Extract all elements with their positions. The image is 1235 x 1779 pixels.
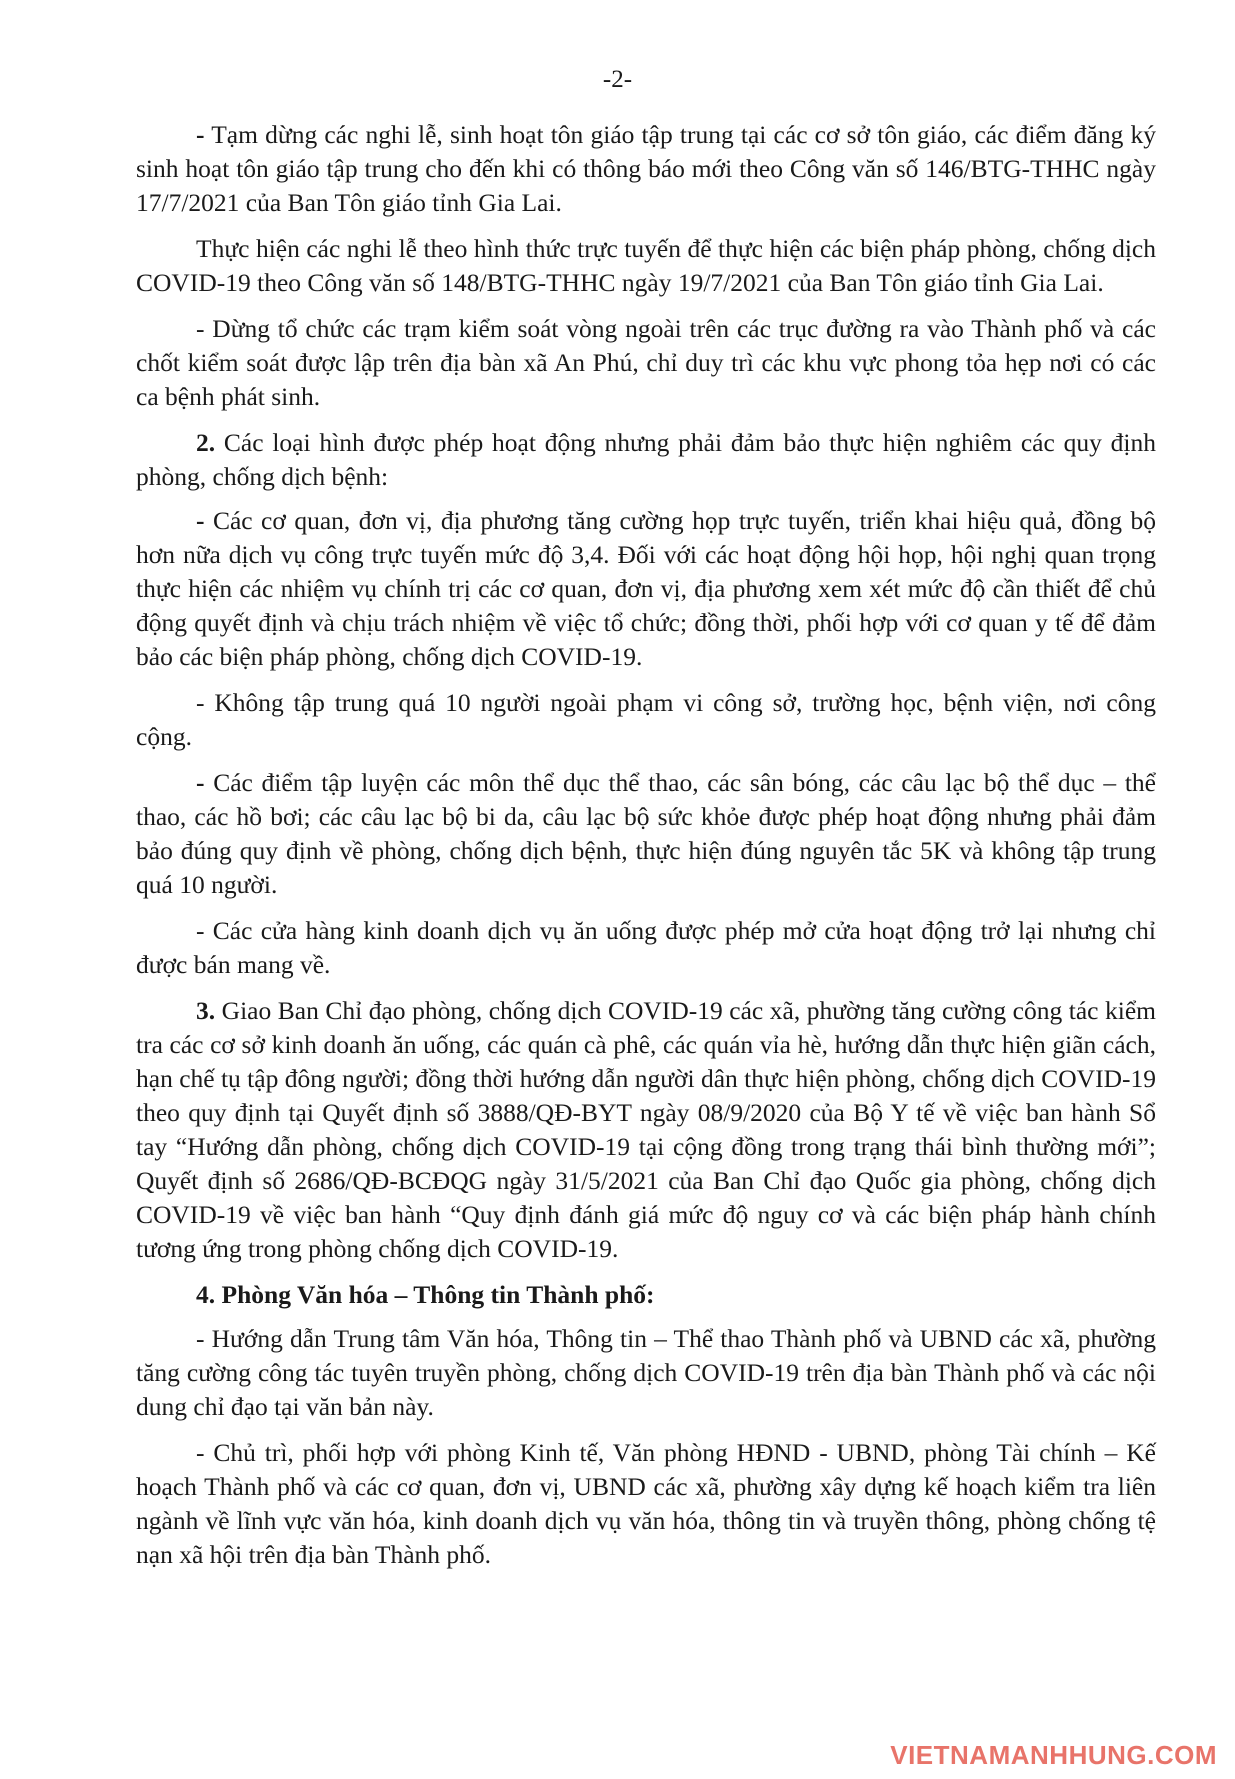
paragraph-text: Các điểm tập luyện các môn thể dục thể thao, các sân bóng, các câu lạc bộ thể dục – thể thao, các hồ bơi; các câu lạc bộ bi da, câu lạc bộ sức khỏe được phép hoạt động nhưng phải đảm bảo đúng quy định về phòng, chống dịch bệnh, thực hiện đúng nguyên tắc 5K và không tập trung quá 10 người.	[136, 768, 1156, 899]
paragraph-sports-venues	[136, 766, 1156, 902]
watermark-text: VIETNAMANHHUNG.COM	[890, 1740, 1217, 1770]
section-2-intro	[136, 426, 1156, 494]
paragraph-text: Tạm dừng các nghi lễ, sinh hoạt tôn giáo tập trung tại các cơ sở tôn giáo, các điểm đăng ký sinh hoạt tôn giáo tập trung cho đến khi có thông báo mới theo Công văn số 146/BTG-THHC ngày 17/7/2021 của Ban Tôn giáo tỉnh Gia Lai.	[136, 120, 1156, 217]
paragraph-gathering-limit: - Không tập trung quá 10 người ngoài phạm vi công sở, trường học, bệnh viện, nơi công cộng.	[136, 688, 1156, 751]
paragraph-suspend-religious-activities	[136, 118, 1156, 220]
paragraph-stop-checkpoints: - Dừng tổ chức các trạm kiểm soát vòng ngoài trên các trục đường ra vào Thành phố và các chốt kiểm soát được lập trên địa bàn xã An Phú, chỉ duy trì các khu vực phong tỏa hẹp nơi có các ca bệnh phát sinh.	[136, 314, 1156, 411]
paragraph-interdepartment-inspection: - Chủ trì, phối hợp với phòng Kinh tế, Văn phòng HĐND - UBND, phòng Tài chính – Kế hoạch Thành phố và các cơ quan, đơn vị, UBND các xã, phường xây dựng kế hoạch kiểm tra liên ngành về lĩnh vực văn hóa, kinh doanh dịch vụ văn hóa, thông tin và truyền thông, phòng chống tệ nạn xã hội trên địa bàn Thành phố.	[136, 1438, 1156, 1569]
paragraph-online-meetings	[136, 504, 1156, 674]
bullet-dash: -	[196, 120, 205, 149]
paragraph-text: Giao Ban Chỉ đạo phòng, chống dịch COVID-19 các xã, phường tăng cường công tác kiểm tra các cơ sở kinh doanh ăn uống, các quán cà phê, các quán vỉa hè, hướng dẫn thực hiện giãn cách, hạn chế tụ tập đông người; đồng thời hướng dẫn người dân thực hiện phòng, chống dịch COVID-19 theo quy định tại Quyết định số 3888/QĐ-BYT ngày 08/9/2020 của Bộ Y tế về việc ban hành Sổ tay “Hướng dẫn phòng, chống dịch COVID-19 tại cộng đồng trong trạng thái bình thường mới”; Quyết định số 2686/QĐ-BCĐQG ngày 31/5/2021 của Ban Chỉ đạo Quốc gia phòng, chống dịch COVID-19 về việc ban hành “Quy định đánh giá mức độ nguy cơ và các biện pháp hành chính tương ứng trong phòng chống dịch COVID-19.	[136, 996, 1156, 1263]
section-number: 2.	[196, 428, 216, 457]
document-body	[136, 118, 1156, 1584]
bullet-dash: -	[196, 768, 205, 797]
bullet-dash: -	[196, 506, 205, 535]
paragraph-online-ceremonies: Thực hiện các nghi lễ theo hình thức trực tuyến để thực hiện các biện pháp phòng, chống dịch COVID-19 theo Công văn số 148/BTG-THHC ngày 19/7/2021 của Ban Tôn giáo tỉnh Gia Lai.	[136, 234, 1156, 297]
section-4-heading: 4. Phòng Văn hóa – Thông tin Thành phố:	[196, 1280, 655, 1309]
paragraph-culture-center-guidance: - Hướng dẫn Trung tâm Văn hóa, Thông tin – Thể thao Thành phố và UBND các xã, phường tăng cường công tác tuyên truyền phòng, chống dịch COVID-19 trên địa bàn Thành phố và các nội dung chỉ đạo tại văn bản này.	[136, 1324, 1156, 1421]
section-3-inspection	[136, 994, 1156, 1266]
paragraph-text: Các cơ quan, đơn vị, địa phương tăng cường họp trực tuyến, triển khai hiệu quả, đồng bộ hơn nữa dịch vụ công trực tuyến mức độ 3,4. Đối với các hoạt động hội họp, hội nghị quan trọng thực hiện các nhiệm vụ chính trị các cơ quan, đơn vị, địa phương xem xét mức độ cần thiết để chủ động quyết định và chịu trách nhiệm về việc tổ chức; đồng thời, phối hợp với cơ quan y tế để đảm bảo các biện pháp phòng, chống dịch COVID-19.	[136, 506, 1156, 671]
paragraph-food-takeaway: - Các cửa hàng kinh doanh dịch vụ ăn uống được phép mở cửa hoạt động trở lại nhưng chỉ được bán mang về.	[136, 916, 1156, 979]
paragraph-text: Các loại hình được phép hoạt động nhưng phải đảm bảo thực hiện nghiêm các quy định phòng, chống dịch bệnh:	[136, 428, 1156, 491]
page-number: -2-	[602, 66, 633, 93]
section-number: 3.	[196, 996, 216, 1025]
